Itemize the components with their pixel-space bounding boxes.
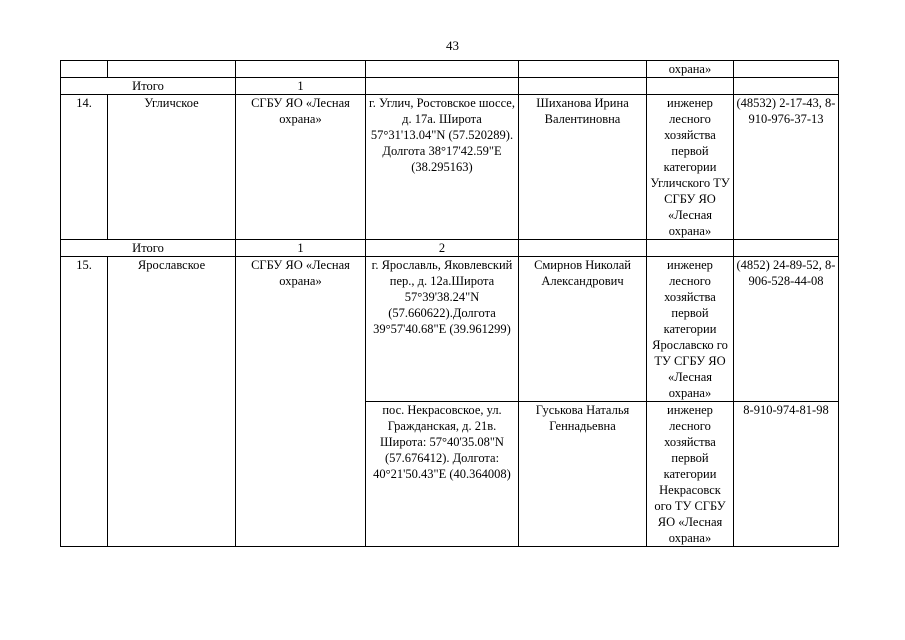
phone-cell: 8-910-974-81-98 [734, 402, 839, 547]
organization-cell: СГБУ ЯО «Лесная охрана» [236, 95, 366, 240]
position-cell: охрана» [647, 61, 734, 78]
phone-cell: (4852) 24-89-52, 8-906-528-44-08 [734, 257, 839, 402]
phone-cell: (48532) 2-17-43, 8-910-976-37-13 [734, 95, 839, 240]
person-cell: Шиханова Ирина Валентиновна [519, 95, 647, 240]
position-cell: инженер лесного хозяйства первой категории Угличского ТУ СГБУ ЯО «Лесная охрана» [647, 95, 734, 240]
table-row-entry [61, 95, 839, 240]
forestry-contacts-table [60, 60, 839, 547]
total-label: Итого [61, 78, 236, 95]
person-cell: Смирнов Николай Александрович [519, 257, 647, 402]
district-cell: Угличское [108, 95, 236, 240]
table-row-total [61, 240, 839, 257]
person-cell: Гуськова Наталья Геннадьевна [519, 402, 647, 547]
row-number: 14. [61, 95, 108, 240]
address-cell: г. Углич, Ростовское шоссе, д. 17а. Широта 57°31'13.04"N (57.520289). Долгота 38°17'42.59"E (38.295163) [366, 95, 519, 240]
total-count: 1 [236, 78, 366, 95]
page-number: 43 [446, 38, 459, 53]
table-row-total [61, 78, 839, 95]
total-address-count [366, 78, 519, 95]
table-row-carryover [61, 61, 839, 78]
position-cell: инженер лесного хозяйства первой категории Некрасовск ого ТУ СГБУ ЯО «Лесная охрана» [647, 402, 734, 547]
position-cell: инженер лесного хозяйства первой категории Ярославско го ТУ СГБУ ЯО «Лесная охрана» [647, 257, 734, 402]
total-count: 1 [236, 240, 366, 257]
address-cell: пос. Некрасовское, ул. Гражданская, д. 21в. Широта: 57°40'35.08"N (57.676412). Долгота: 40°21'50.43"E (40.364008) [366, 402, 519, 547]
total-label: Итого [61, 240, 236, 257]
total-address-count: 2 [366, 240, 519, 257]
table-row-entry [61, 257, 839, 402]
row-number: 15. [61, 257, 108, 547]
organization-cell: СГБУ ЯО «Лесная охрана» [236, 257, 366, 547]
address-cell: г. Ярославль, Яковлевский пер., д. 12а.Широта 57°39'38.24"N (57.660622).Долгота 39°57'40.68"E (39.961299) [366, 257, 519, 402]
district-cell: Ярославское [108, 257, 236, 547]
